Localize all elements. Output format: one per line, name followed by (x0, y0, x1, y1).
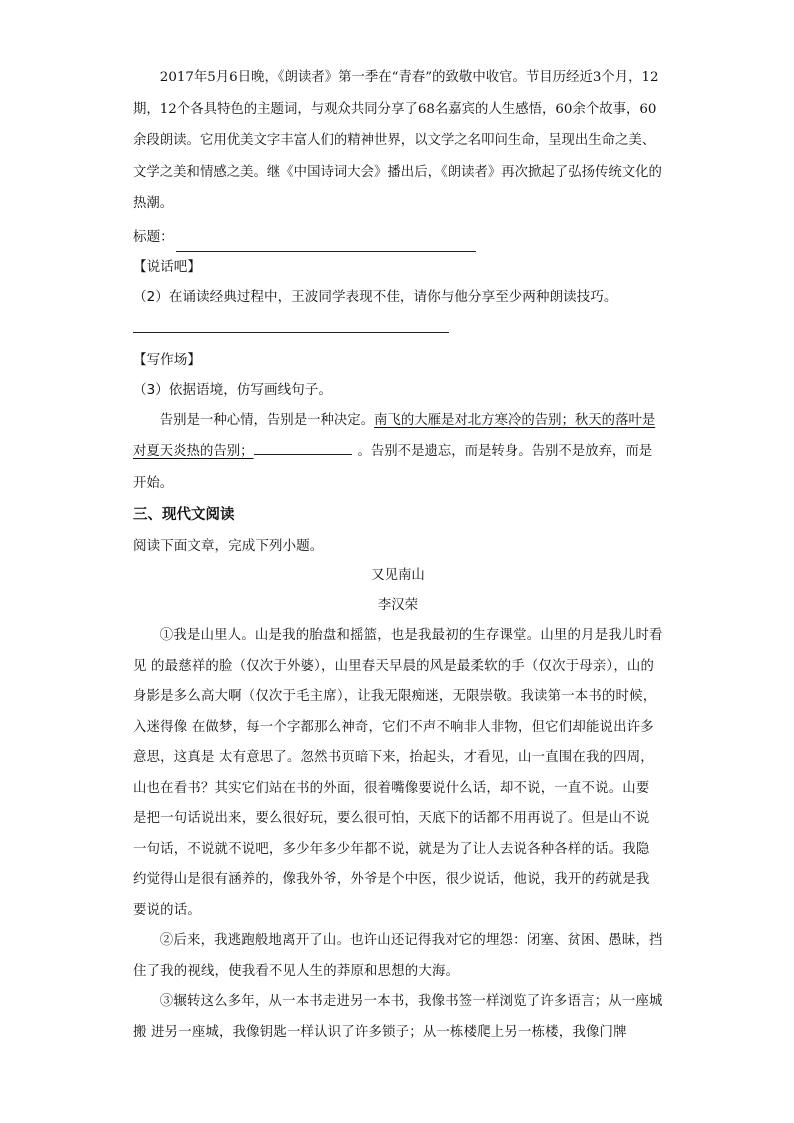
question-2: （2）在诵读经典过程中，王波同学表现不佳，请你与他分享至少两种朗读技巧。 (133, 288, 618, 305)
document-page (133, 62, 663, 1048)
question-2-answer-line[interactable] (133, 316, 449, 333)
speak-section-header: 【说话吧】 (133, 258, 201, 275)
section-3-heading: 三、现代文阅读 (133, 507, 235, 523)
essay-title: 又见南山 (371, 568, 425, 583)
title-answer-line[interactable] (176, 237, 476, 252)
write-section-header: 【写作场】 (133, 351, 201, 368)
passage-paragraph: 2017年5月6日晚，《朗读者》第一季在“青春”的致敬中收官。节目历经近3个月，12期，12个各具特色的主题词，与观众共同分享了68名嘉宾的人生感悟，60余个故事，60余段朗读。它用优美文字丰富人们的精神世界，以文学之名叩问生命，呈现出生命之美、文学之美和情感之美。继《中国诗词大会》播出后，《朗读者》再次掀起了弘扬传统文化的热潮。 (133, 70, 662, 211)
title-label: 标题： (133, 228, 174, 245)
imitation-answer-blank[interactable] (254, 442, 352, 455)
title-answer-row (133, 220, 663, 252)
imitation-tail: 。告别不是遗忘，而是转身。告别不是放弃，而是开始。 (133, 444, 653, 491)
essay-paragraph-3: ③辗转这么多年，从一本书走进另一本书，我像书签一样浏览了许多语言；从一座城搬 进另一座城，我像钥匙一样认识了许多锁子；从一栋楼爬上另一栋楼，我像门牌 (133, 994, 663, 1040)
essay-paragraph-1: ①我是山里人。山是我的胎盘和摇篮，也是我最初的生存课堂。山里的月是我儿时看见 的最慈祥的脸（仅次于外婆），山里春天早晨的风是最柔软的手（仅次于母亲），山的身影是多么高大啊（仅次于毛主席），让我无限痴迷，无限崇敬。我读第一本书的时候，入迷得像 在做梦，每一个字都那么神奇，它们不声不响非人非物，但它们却能说出许多意思，这真是 太有意思了。忽然书页暗下来，抬起头，才看见，山一直围在我的四周，山也在看书？其实它们站在书的外面，很着嘴像要说什么话，却不说，一直不说。山要是把一句话说出来，要么很好玩，要么很可怕，天底下的话都不用再说了。但是山不说一句话，不说就不说吧，多少年多少年都不说，就是为了让人去说各种各样的话。我隐约觉得山是很有涵养的，像我外爷，外爷是个中医，很少说话，他说，我开的药就是我要说的话。 (133, 628, 663, 918)
essay-author: 李汉荣 (377, 598, 419, 613)
essay-paragraph-2: ②后来，我逃跑般地离开了山。也许山还记得我对它的埋怨：闭塞、贫困、愚昧，挡住了我的视线，使我看不见人生的莽原和思想的大海。 (133, 933, 663, 979)
question-3: （3）依据语境，仿写画线句子。 (133, 381, 332, 398)
imitation-paragraph (133, 405, 663, 500)
imitation-underlined-sentence: 南飞的大雁是对北方寒冷的告别；秋天的落叶是对夏天炎热的告别； (133, 412, 656, 459)
reading-instruction: 阅读下面文章，完成下列小题。 (133, 538, 324, 554)
imitation-lead: 告别是一种心情，告别是一种决定。 (159, 412, 375, 428)
